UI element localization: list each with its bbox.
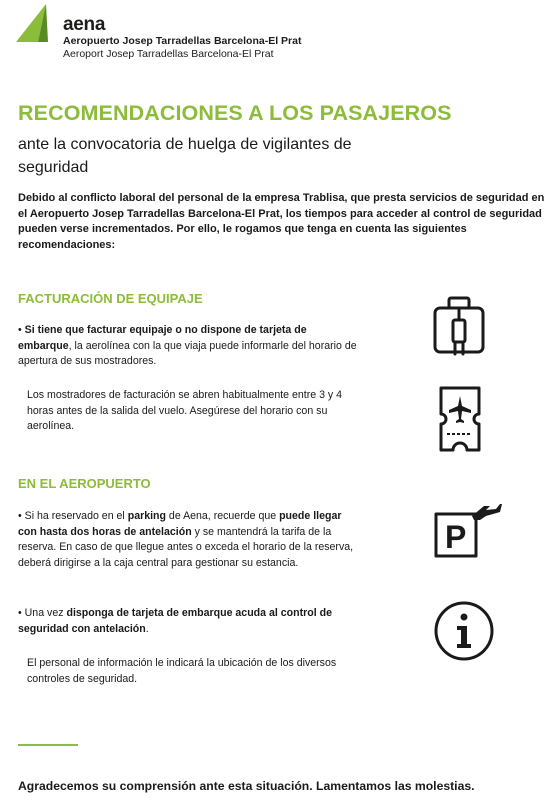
bullet-text: , la aerolínea con la que viaja puede informarle del horario de apertura de sus mostradores. xyxy=(18,339,357,367)
bullet-dot: • xyxy=(18,607,25,619)
bullet-bold-text: parking xyxy=(127,510,166,522)
aena-logo xyxy=(16,4,316,62)
svg-text:P: P xyxy=(445,519,467,555)
bullet-parking xyxy=(18,509,363,571)
bullet-text: Una vez xyxy=(24,607,67,619)
note-informacion: El personal de información le indicará la ubicación de los diversos controles de seguridad. xyxy=(27,657,337,685)
bullet-text: . xyxy=(145,622,149,635)
parking-icon xyxy=(434,500,502,560)
info-icon xyxy=(433,600,495,662)
brand-name: aena xyxy=(63,14,106,35)
bullet-dot: • xyxy=(18,510,25,522)
bullet-tarjeta xyxy=(18,606,363,637)
note-mostradores: Los mostradores de facturación se abren habitualmente entre 3 y 4 horas antes de la salida del vuelo. Asegúrese del horario con su aerolínea. xyxy=(27,389,343,432)
airport-name-ca: Aeroport Josep Tarradellas Barcelona-El Prat xyxy=(63,48,274,60)
aena-logo-mark xyxy=(16,4,62,44)
airport-name-es: Aeropuerto Josep Tarradellas Barcelona-El Prat xyxy=(63,35,302,47)
bullet-dot: • xyxy=(18,324,25,336)
luggage-icon xyxy=(433,296,485,358)
boarding-pass-icon xyxy=(437,386,483,452)
divider-line xyxy=(18,744,78,746)
bullet-facturar xyxy=(18,323,358,370)
bullet-text: de Aena, recuerde que xyxy=(165,510,280,522)
section-heading-aeropuerto: EN EL AEROPUERTO xyxy=(18,476,151,491)
intro-paragraph: Debido al conflicto laboral del personal de la empresa Trablisa, que presta servicios de seguridad en el Aeropuerto Josep Tarradellas Barcelona-El Prat, los tiempos para acceder al control de seguridad pueden verse incrementados. Por ello, le rogamos que tenga en cuenta las siguientes recomendaciones: xyxy=(18,192,545,251)
bullet-bold-text: puede llegar con hasta dos horas de antelación xyxy=(18,510,342,538)
page-title: RECOMENDACIONES A LOS PASAJEROS xyxy=(18,101,452,125)
section-heading-facturacion: FACTURACIÓN DE EQUIPAJE xyxy=(18,291,203,306)
bullet-bold-text: disponga de tarjeta de embarque acuda al control de seguridad con antelación xyxy=(18,607,332,635)
bullet-text: y se mantendrá la tarifa de la reserva. En caso de que llegue antes o exceda el horario de la reserva, deberá dirigirse a la caja central para gestionar su estancia. xyxy=(18,525,354,569)
closing-text: Agradecemos su comprensión ante esta situación. Lamentamos las molestias. xyxy=(18,779,475,793)
bullet-text: Si ha reservado en el xyxy=(24,510,128,522)
bullet-bold-text: Si tiene que facturar equipaje o no dispone de tarjeta de embarque xyxy=(18,324,307,352)
page-subtitle: ante la convocatoria de huelga de vigilantes de seguridad xyxy=(18,136,352,176)
